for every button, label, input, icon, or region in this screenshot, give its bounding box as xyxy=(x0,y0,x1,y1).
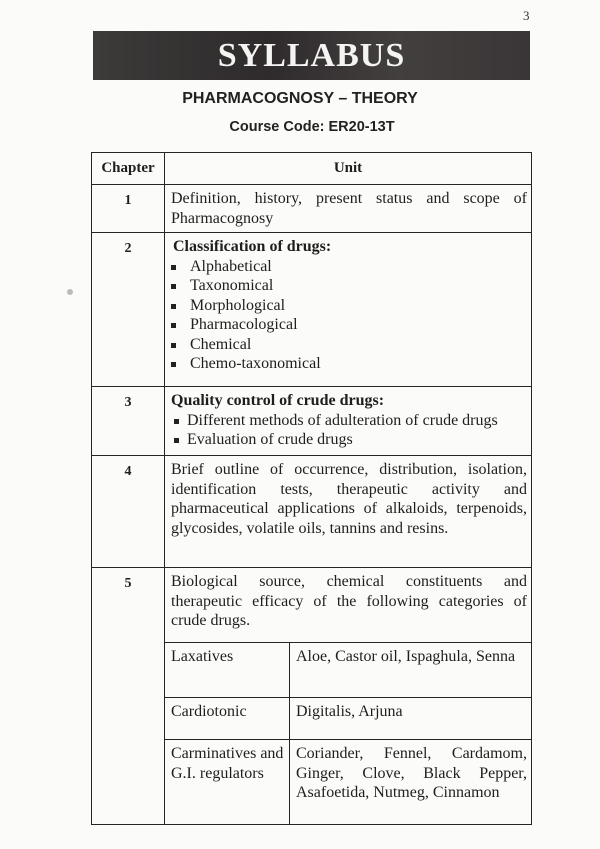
table-header-row xyxy=(92,153,532,185)
unit-text: Brief outline of occurrence, distribution, isolation, identification tests, therapeutic activity and pharmaceutical applications of alkaloids, terpenoids, glycosides, volatile oils, tannins and resins. xyxy=(165,456,532,568)
list-item: Chemical xyxy=(168,335,527,355)
unit-text: Biological source, chemical constituents and therapeutic efficacy of the following categories of crude drugs. xyxy=(171,573,527,629)
syllabus-table xyxy=(91,152,532,825)
bullet-list xyxy=(171,411,527,450)
list-item: Chemo-taxonomical xyxy=(168,354,527,374)
bullet-list xyxy=(168,257,527,374)
drug-category-table xyxy=(165,642,531,824)
unit-title: Classification of drugs: xyxy=(173,238,332,255)
table-row xyxy=(92,233,532,387)
list-item: Alphabetical xyxy=(168,257,527,277)
table-row xyxy=(92,185,532,233)
chapter-number: 1 xyxy=(92,185,165,233)
syllabus-banner xyxy=(93,31,530,80)
table-row xyxy=(92,456,532,568)
category-drugs: Digitalis, Arjuna xyxy=(290,698,532,740)
unit-title: Quality control of crude drugs: xyxy=(171,392,385,409)
unit-cell xyxy=(165,568,532,825)
category-row xyxy=(165,643,531,698)
category-drugs: Aloe, Castor oil, Ispaghula, Senna xyxy=(290,643,532,698)
header-unit: Unit xyxy=(165,153,532,185)
category-row xyxy=(165,698,531,740)
category-name: Laxatives xyxy=(165,643,290,698)
category-name: Carminatives and G.I. regulators xyxy=(165,740,290,825)
scan-speck xyxy=(67,289,73,295)
list-item: Taxonomical xyxy=(168,276,527,296)
chapter-number: 5 xyxy=(92,568,165,825)
unit-cell xyxy=(165,387,532,456)
unit-text: Definition, history, present status and scope of Pharmacognosy xyxy=(165,185,532,233)
chapter-number: 2 xyxy=(92,233,165,387)
subject-title: PHARMACOGNOSY – THEORY xyxy=(182,90,418,107)
category-name: Cardiotonic xyxy=(165,698,290,740)
category-drugs: Coriander, Fennel, Cardamom, Ginger, Clove, Black Pepper, Asafoetida, Nutmeg, Cinnamon xyxy=(290,740,532,825)
list-item: Different methods of adulteration of crude drugs xyxy=(171,411,527,431)
list-item: Morphological xyxy=(168,296,527,316)
category-row xyxy=(165,740,531,825)
unit-cell xyxy=(165,233,532,387)
page-number: 3 xyxy=(523,8,530,23)
table-row xyxy=(92,568,532,825)
list-item: Evaluation of crude drugs xyxy=(171,430,527,450)
list-item: Pharmacological xyxy=(168,315,527,335)
chapter-number: 3 xyxy=(92,387,165,456)
course-code: Course Code: ER20-13T xyxy=(229,119,395,135)
chapter-number: 4 xyxy=(92,456,165,568)
banner-title: SYLLABUS xyxy=(217,36,406,74)
header-chapter: Chapter xyxy=(92,153,165,185)
table-row xyxy=(92,387,532,456)
